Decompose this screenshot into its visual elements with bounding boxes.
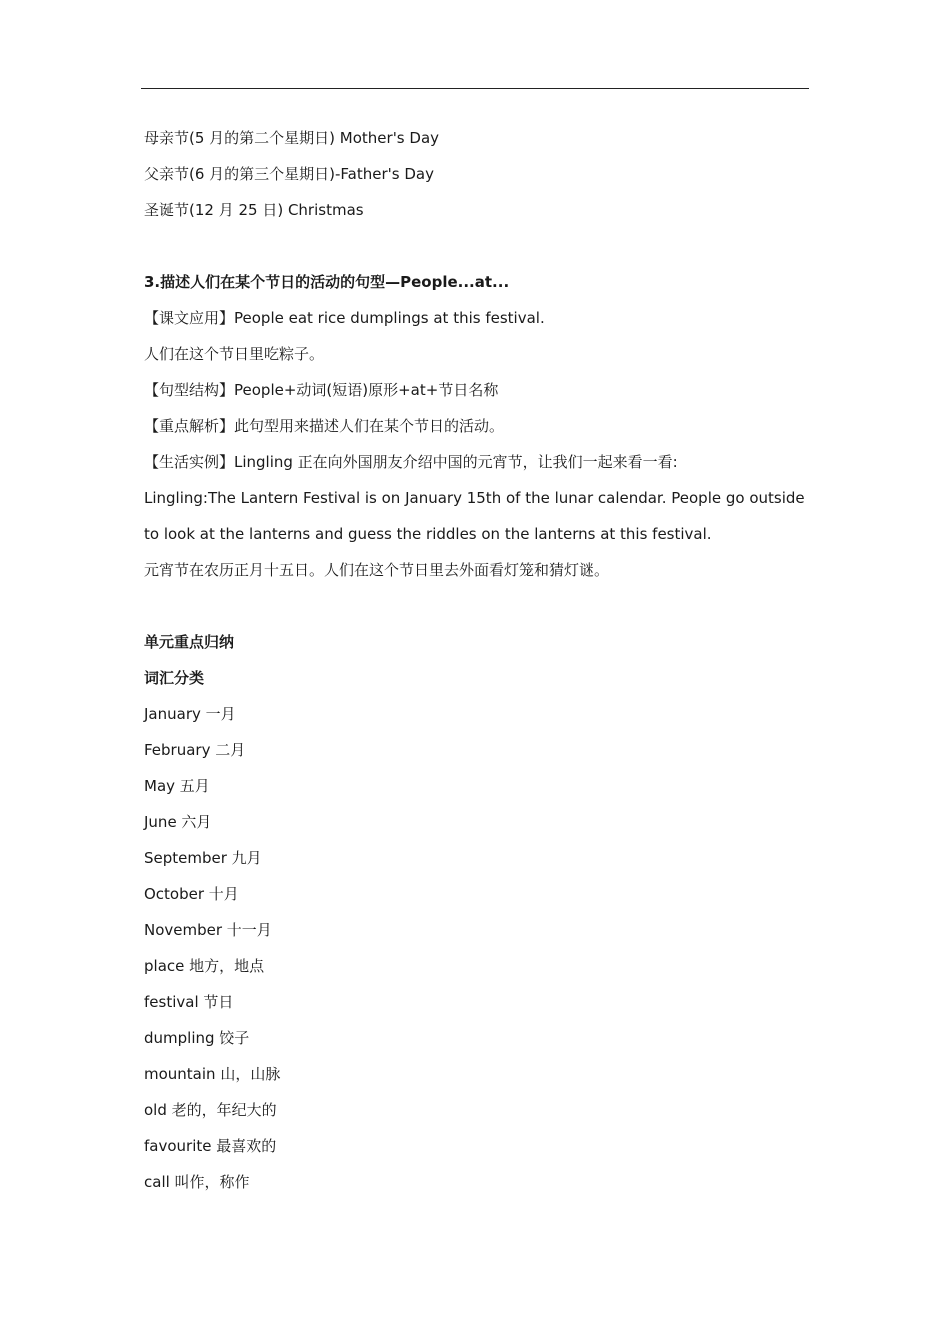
vocab-item: festival 节日: [144, 993, 234, 1011]
vocab-item: January 一月: [144, 705, 236, 723]
text-line: Lingling:The Lantern Festival is on January 15th of the lunar calendar. People go outside: [144, 489, 805, 507]
section-heading: 3.描述人们在某个节日的活动的句型—People...at...: [144, 273, 510, 291]
vocab-item: mountain 山，山脉: [144, 1065, 281, 1083]
text-line: 【生活实例】Lingling 正在向外国朋友介绍中国的元宵节，让我们一起来看一看:: [144, 453, 678, 471]
vocab-item: October 十月: [144, 885, 239, 903]
vocab-item: February 二月: [144, 741, 246, 759]
document-body: [144, 120, 814, 1200]
spacer: [144, 228, 814, 264]
vocab-item: May 五月: [144, 777, 210, 795]
text-line: 【重点解析】此句型用来描述人们在某个节日的活动。: [144, 417, 505, 435]
vocab-item: favourite 最喜欢的: [144, 1137, 277, 1155]
text-line: 人们在这个节日里吃粽子。: [144, 345, 325, 363]
text-line: 【句型结构】People+动词(短语)原形+at+节日名称: [144, 381, 499, 399]
vocab-item: November 十一月: [144, 921, 272, 939]
text-line: 元宵节在农历正月十五日。人们在这个节日里去外面看灯笼和猜灯谜。: [144, 561, 610, 579]
festival-date-line: 圣诞节(12 月 25 日) Christmas: [144, 201, 364, 219]
text-line: to look at the lanterns and guess the riddles on the lanterns at this festival.: [144, 525, 712, 543]
vocab-item: September 九月: [144, 849, 262, 867]
spacer: [144, 588, 814, 624]
vocab-item: June 六月: [144, 813, 212, 831]
festival-date-line: 母亲节(5 月的第二个星期日) Mother's Day: [144, 129, 440, 147]
vocab-item: place 地方，地点: [144, 957, 265, 975]
vocab-item: old 老的，年纪大的: [144, 1101, 277, 1119]
vocab-item: dumpling 饺子: [144, 1029, 250, 1047]
unit-summary-heading: 单元重点归纳: [144, 633, 235, 651]
text-line: 【课文应用】People eat rice dumplings at this festival.: [144, 309, 545, 327]
header-rule: [141, 88, 809, 89]
vocab-item: call 叫作，称作: [144, 1173, 250, 1191]
festival-date-line: 父亲节(6 月的第三个星期日)-Father's Day: [144, 165, 434, 183]
vocab-subheading: 词汇分类: [144, 669, 205, 687]
